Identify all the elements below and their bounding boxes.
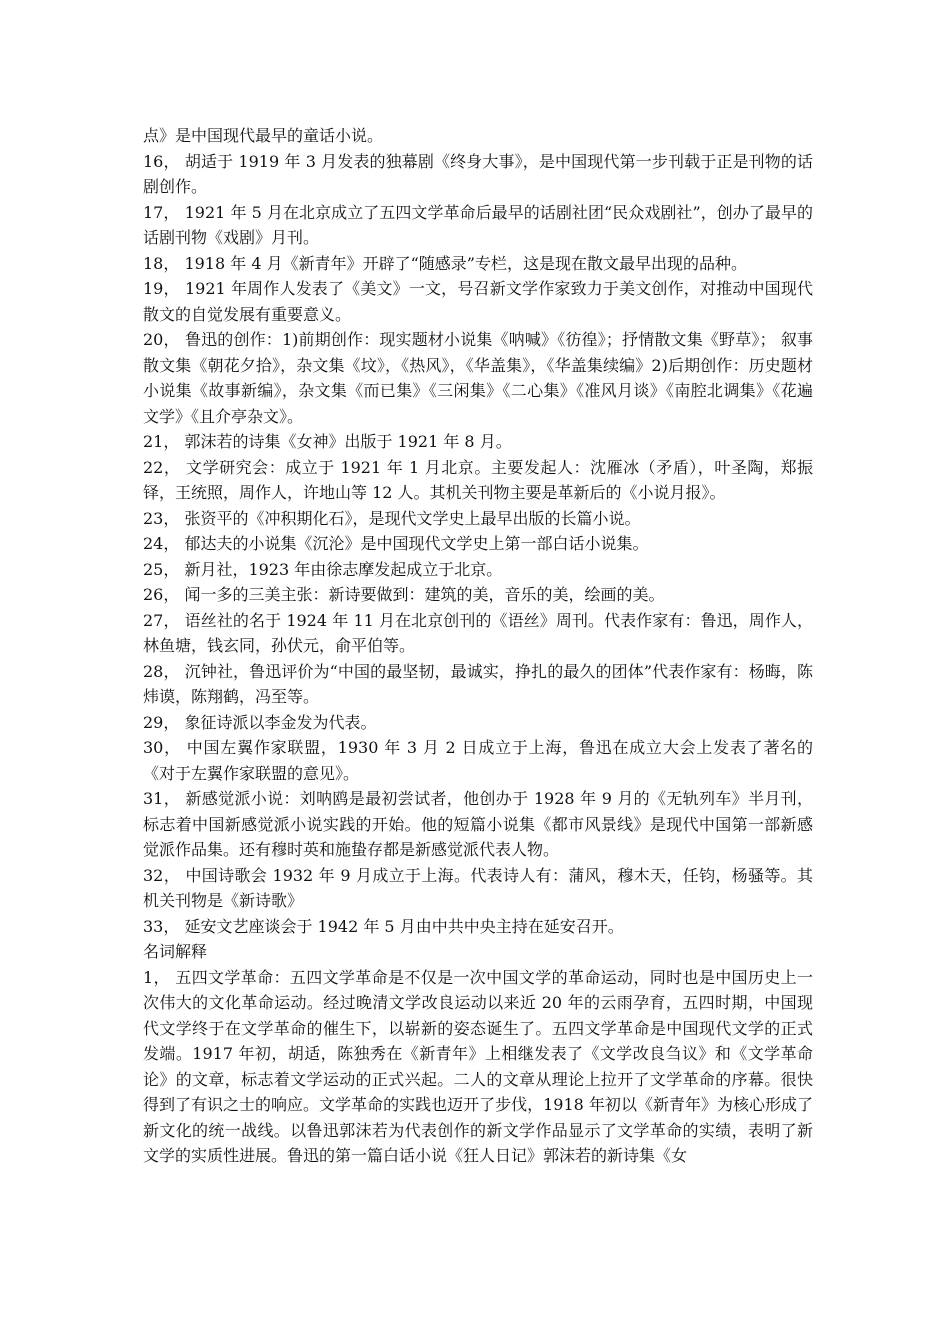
- paragraph: 32， 中国诗歌会 1932 年 9 月成立于上海。代表诗人有：蒲风，穆木天，任钧，杨骚等。其机关刊物是《新诗歌》: [143, 865, 813, 910]
- paragraph: 20， 鲁迅的创作：1)前期创作：现实题材小说集《呐喊》《彷徨》；抒情散文集《野草》； 叙事散文集《朝花夕拾》，杂文集《坟》，《热风》，《华盖集》，《华盖集续编》2)后期创作：历史题材小说集《故事新编》，杂文集《而已集》《三闲集》《二心集》《准风月谈》《南腔北调集》《花遍文学》《且介亭杂文》。: [143, 330, 813, 426]
- paragraph: 26， 闻一多的三美主张：新诗要做到：建筑的美，音乐的美，绘画的美。: [143, 585, 665, 604]
- paragraph: 27， 语丝社的名于 1924 年 11 月在北京创刊的《语丝》周刊。代表作家有：鲁迅，周作人，林鱼塘，钱玄同，孙伏元，俞平伯等。: [143, 610, 813, 655]
- paragraph: 28， 沉钟社，鲁迅评价为“中国的最坚韧，最诚实，挣扎的最久的团体”代表作家有：杨晦，陈炜谟，陈翔鹤，冯至等。: [143, 661, 813, 706]
- paragraph: 31， 新感觉派小说：刘呐鸥是最初尝试者，他创办于 1928 年 9 月的《无轨列车》半月刊，标志着中国新感觉派小说实践的开始。他的短篇小说集《都市风景线》是现代中国第一部新感觉派作品集。还有穆时英和施蛰存都是新感觉派代表人物。: [143, 789, 813, 859]
- paragraph: 30， 中国左翼作家联盟，1930 年 3 月 2 日成立于上海，鲁迅在成立大会上发表了著名的《对于左翼作家联盟的意见》。: [143, 738, 813, 783]
- paragraph: 22， 文学研究会：成立于 1921 年 1 月北京。主要发起人：沈雁冰（矛盾），叶圣陶，郑振铎，王统照，周作人，许地山等 12 人。其机关刊物主要是革新后的《小说月报》。: [143, 457, 813, 502]
- paragraph: 25， 新月社，1923 年由徐志摩发起成立于北京。: [143, 559, 503, 579]
- paragraph: 点》是中国现代最早的童话小说。: [143, 126, 384, 145]
- section-heading: 名词解释: [143, 942, 208, 961]
- paragraph: 16， 胡适于 1919 年 3 月发表的独幕剧《终身大事》，是中国现代第一步刊载于正是刊物的话剧创作。: [143, 151, 813, 196]
- document-page: [143, 123, 813, 1169]
- paragraph: 18， 1918 年 4 月《新青年》开辟了“随感录”专栏，这是现在散文最早出现的品种。: [143, 253, 747, 273]
- paragraph: 29， 象征诗派以李金发为代表。: [143, 712, 377, 732]
- paragraph: 24， 郁达夫的小说集《沉沦》是中国现代文学史上第一部白话小说集。: [143, 534, 649, 553]
- paragraph: 1， 五四文学革命：五四文学革命是不仅是一次中国文学的革命运动，同时也是中国历史上一次伟大的文化革命运动。经过晚清文学改良运动以来近 20 年的云雨孕育，五四时期，中国现代文学终于在文学革命的催生下，以崭新的姿态诞生了。五四文学革命是中国现代文学的正式发端。1917 年初，胡适，陈独秀在《新青年》上相继发表了《文学改良刍议》和《文学革命论》的文章，标志着文学运动的正式兴起。二人的文章从理论上拉开了文学革命的序幕。很快得到了有识之士的响应。文学革命的实践也迈开了步伐，1918 年初以《新青年》为核心形成了新文化的统一战线。以鲁迅郭沫若为代表创作的新文学作品显示了文学革命的实绩，表明了新文学的实质性进展。鲁迅的第一篇白话小说《狂人日记》郭沫若的新诗集《女: [143, 967, 813, 1165]
- paragraph: 23， 张资平的《冲积期化石》，是现代文学史上最早出版的长篇小说。: [143, 508, 641, 528]
- paragraph: 17， 1921 年 5 月在北京成立了五四文学革命后最早的话剧社团“民众戏剧社”，创办了最早的话剧刊物《戏剧》月刊。: [143, 202, 813, 247]
- paragraph: 19， 1921 年周作人发表了《美文》一文，号召新文学作家致力于美文创作，对推动中国现代散文的自觉发展有重要意义。: [143, 279, 813, 324]
- paragraph: 33， 延安文艺座谈会于 1942 年 5 月由中共中央主持在延安召开。: [143, 916, 624, 936]
- paragraph: 21， 郭沫若的诗集《女神》出版于 1921 年 8 月。: [143, 432, 512, 451]
